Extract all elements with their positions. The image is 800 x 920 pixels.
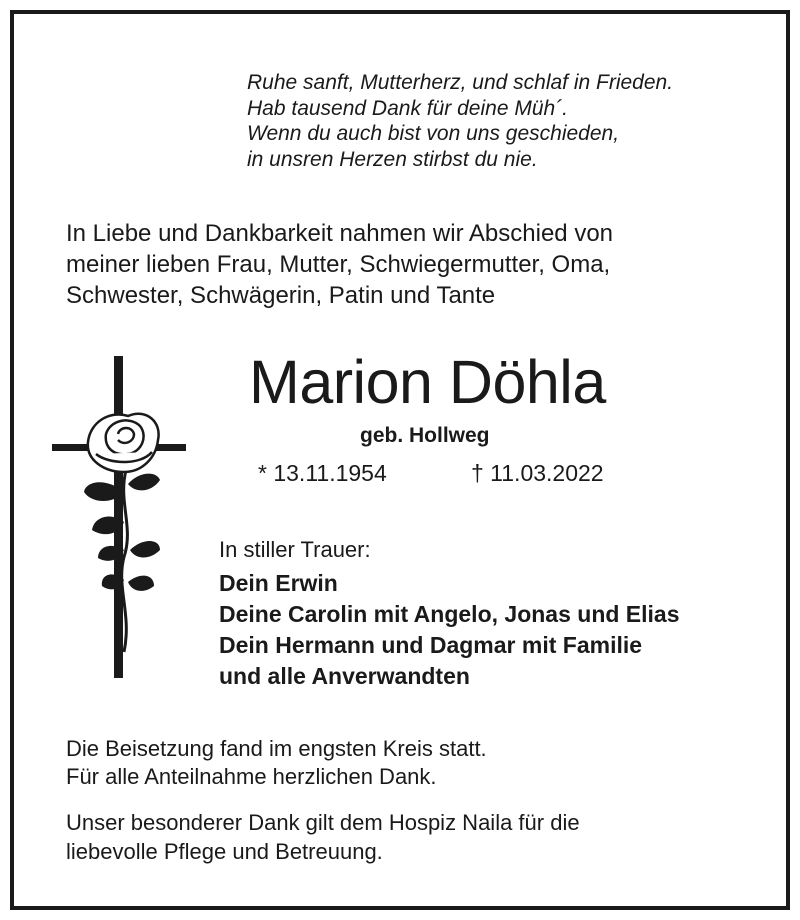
thanks-line: liebevolle Pflege und Betreuung. xyxy=(66,839,383,864)
family-line: Dein Erwin xyxy=(219,570,338,596)
family-line: Deine Carolin mit Angelo, Jonas und Elias xyxy=(219,601,680,627)
burial-line: Für alle Anteilnahme herzlichen Dank. xyxy=(66,764,437,789)
family-list xyxy=(219,568,680,692)
birth-date: * 13.11.1954 xyxy=(258,460,387,486)
mourning-label: In stiller Trauer: xyxy=(219,537,371,562)
family-line: und alle Anverwandten xyxy=(219,663,470,689)
burial-line: Die Beisetzung fand im engsten Kreis statt. xyxy=(66,736,487,761)
cross-with-rose-icon xyxy=(48,352,188,682)
burial-note xyxy=(66,735,487,791)
poem xyxy=(247,70,673,172)
intro-line: Schwester, Schwägerin, Patin und Tante xyxy=(66,282,496,309)
thanks-line: Unser besonderer Dank gilt dem Hospiz Naila für die xyxy=(66,810,580,835)
poem-line: Ruhe sanft, Mutterherz, und schlaf in Frieden. xyxy=(247,71,674,94)
deceased-name: Marion Döhla xyxy=(249,348,606,416)
family-line: Dein Hermann und Dagmar mit Familie xyxy=(219,632,643,658)
intro-text xyxy=(66,218,613,311)
maiden-name: geb. Hollweg xyxy=(360,424,490,447)
death-date: † 11.03.2022 xyxy=(471,460,604,486)
intro-line: In Liebe und Dankbarkeit nahmen wir Abschied von xyxy=(66,220,614,247)
intro-line: meiner lieben Frau, Mutter, Schwiegermutter, Oma, xyxy=(66,251,611,278)
thanks-note xyxy=(66,808,580,866)
poem-line: in unsren Herzen stirbst du nie. xyxy=(247,147,538,171)
poem-line: Wenn du auch bist von uns geschieden, xyxy=(247,122,620,145)
poem-line: Hab tausend Dank für deine Müh´. xyxy=(247,96,569,120)
